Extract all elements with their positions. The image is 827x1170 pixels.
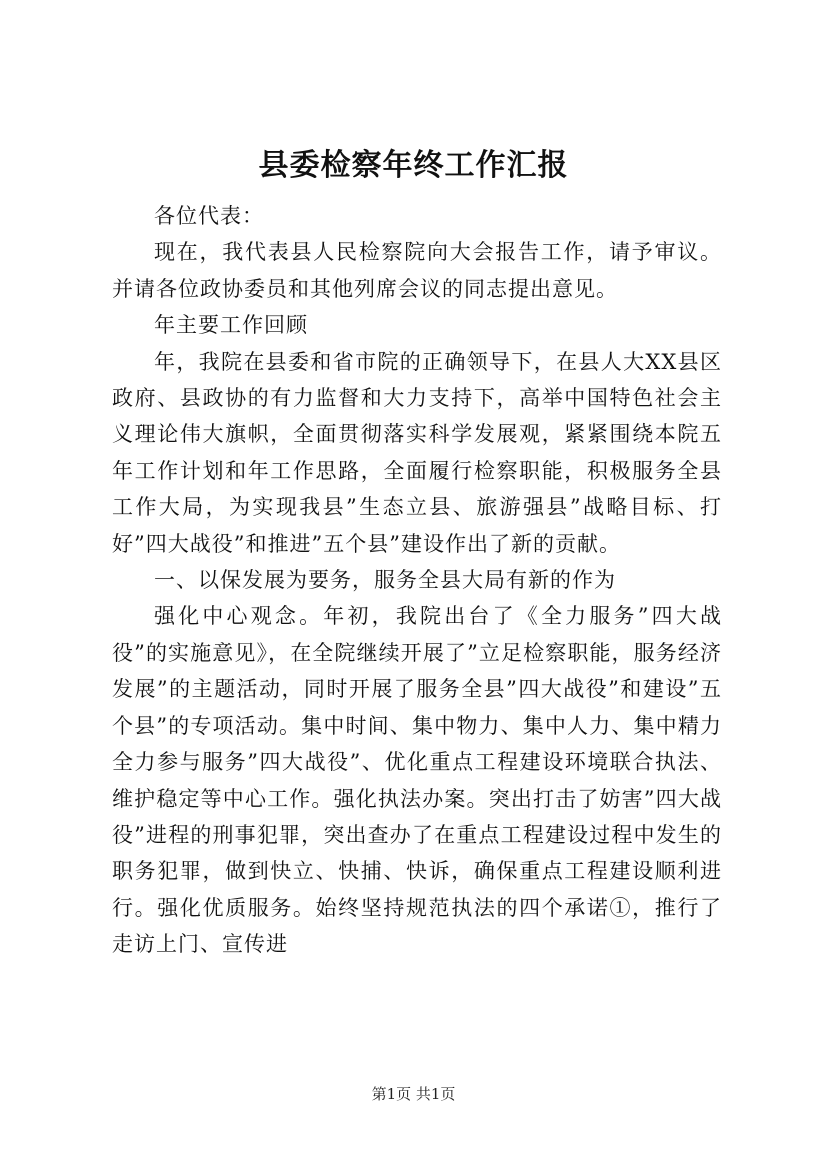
review-paragraph: 年，我院在县委和省市院的正确领导下，在县人大XX县区政府、县政协的有力监督和大力支持下，高举中国特色社会主义理论伟大旗帜，全面贯彻落实科学发展观，紧紧围绕本院五年工作计划和年工作思路，全面履行检察职能，积极服务全县工作大局，为实现我县”生态立县、旅游强县”战略目标、打好”四大战役”和推进”五个县”建设作出了新的贡献。 [112,349,722,556]
document-title: 县委检察年终工作汇报 [258,148,569,183]
section-1-paragraph: 强化中心观念。年初，我院出台了《全力服务”四大战役”的实施意见》，在全院继续开展了”立足检察职能，服务经济发展”的主题活动，同时开展了服务全县”四大战役”和建设”五个县”的专项活动。集中时间、集中物力、集中人力、集中精力全力参与服务”四大战役”、优化重点工程建设环境联合执法、维护稳定等中心工作。强化执法办案。突出打击了妨害”四大战役”进程的刑事犯罪，突出查办了在重点工程建设过程中发生的职务犯罪，做到快立、快捕、快诉，确保重点工程建设顺利进行。强化优质服务。始终坚持规范执法的四个承诺①，推行了走访上门、宣传进 [112,604,722,957]
document-body [112,198,722,963]
section-heading-review: 年主要工作回顾 [154,313,308,338]
intro-paragraph: 现在，我代表县人民检察院向大会报告工作，请予审议。并请各位政协委员和其他列席会议的同志提出意见。 [112,240,722,301]
greeting-paragraph: 各位代表： [154,204,264,228]
page-footer: 第1页 共1页 [371,1085,456,1103]
section-heading-1: 一、以保发展为要务，服务全县大局有新的作为 [154,568,616,593]
